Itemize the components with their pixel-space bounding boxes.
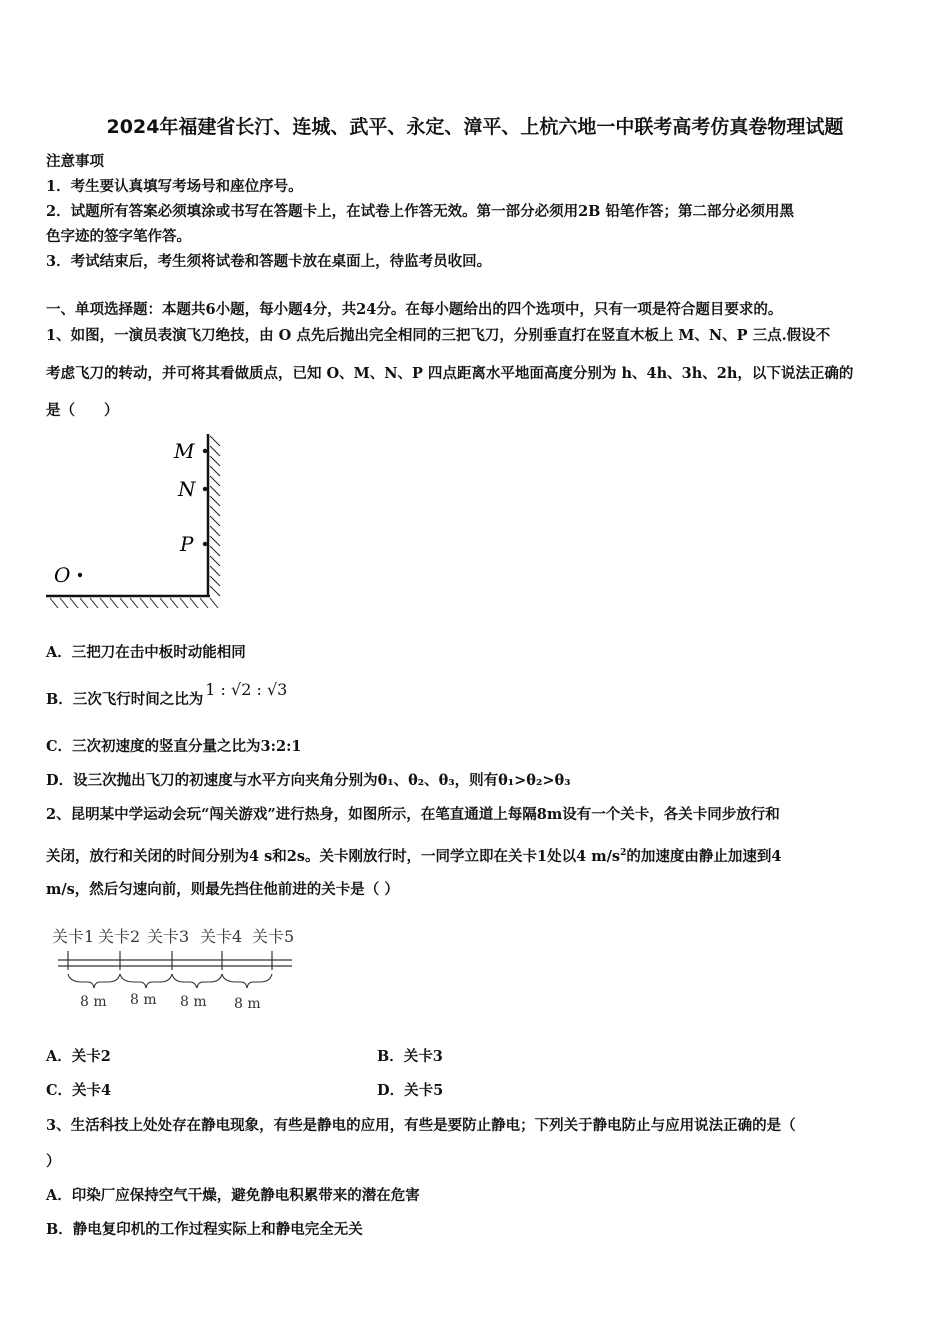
notice-item-2: 2．试题所有答案必须填涂或书写在答题卡上，在试卷上作答无效。第一部分必须用2B 铅笔作答；第二部分必须用黑 — [46, 203, 794, 220]
q1-option-b — [46, 680, 908, 710]
label-o: O — [54, 563, 71, 587]
gate-label-4: 关卡4 — [200, 927, 243, 946]
gate-label-2: 关卡2 — [98, 927, 141, 946]
q1-option-a: A．三把刀在击中板时动能相同 — [46, 644, 246, 661]
q1-option-b-ratio: 1 : √2 : √3 — [205, 680, 288, 699]
q1-line-3: 是（ ） — [46, 402, 119, 419]
q2-line-2-sup: 2 — [620, 848, 627, 858]
q1-option-b-text: B．三次飞行时间之比为 — [46, 691, 204, 708]
q1-option-d: D．设三次抛出飞刀的初速度与水平方向夹角分别为θ₁、θ₂、θ₃，则有θ₁>θ₂>θ₃ — [46, 772, 571, 789]
q2-option-c: C．关卡4 — [46, 1082, 112, 1099]
gate-label-5: 关卡5 — [252, 927, 295, 946]
wooden-board — [208, 434, 220, 596]
ground — [46, 596, 218, 608]
notice-item-3: 3．考试结束后，考生须将试卷和答题卡放在桌面上，待监考员收回。 — [46, 253, 492, 270]
point-p — [203, 542, 207, 546]
point-o — [78, 573, 82, 577]
q2-figure — [48, 920, 308, 1020]
q2-line-1: 2、昆明某中学运动会玩“闯关游戏”进行热身，如图所示，在笔直通道上每隔8m设有一个关卡，各关卡同步放行和 — [46, 806, 780, 823]
section-heading: 一、单项选择题：本题共6小题，每小题4分，共24分。在每小题给出的四个选项中，只有一项是符合题目要求的。 — [46, 301, 783, 318]
gate-label-3: 关卡3 — [147, 927, 190, 946]
q2-option-a: A．关卡2 — [46, 1048, 111, 1065]
spacing-label-4: 8 m — [234, 996, 261, 1012]
notice-item-1: 1．考生要认真填写考场号和座位序号。 — [46, 178, 303, 195]
exam-title: 2024年福建省长汀、连城、武平、永定、漳平、上杭六地一中联考高考仿真卷物理试题 — [106, 116, 844, 138]
passage-lines — [58, 951, 292, 970]
q3-option-a: A．印染厂应保持空气干燥，避免静电积累带来的潜在危害 — [46, 1187, 420, 1204]
q2-line-2 — [46, 843, 908, 867]
spacing-label-3: 8 m — [180, 994, 207, 1010]
q1-option-c: C．三次初速度的竖直分量之比为3:2:1 — [46, 738, 302, 755]
spacing-label-2: 8 m — [130, 992, 157, 1008]
point-n — [203, 487, 207, 491]
spacing-label-1: 8 m — [80, 994, 107, 1010]
label-n: N — [178, 477, 196, 501]
gate-label-1: 关卡1 — [52, 927, 95, 946]
q2-option-d: D．关卡5 — [377, 1082, 444, 1099]
q2-line-3: m/s，然后匀速向前，则最先挡住他前进的关卡是（ ） — [46, 881, 399, 898]
notice-item-2-cont: 色字迹的签字笔作答。 — [46, 228, 191, 245]
q1-line-1: 1、如图，一演员表演飞刀绝技，由 O 点先后抛出完全相同的三把飞刀，分别垂直打在竖直木板上 M、N、P 三点.假设不 — [46, 327, 831, 344]
point-m — [203, 449, 207, 453]
q2-line-2-pre: 关闭，放行和关闭的时间分别为4 s和2s。关卡刚放行时，一同学立即在关卡1处以4 m/s — [46, 847, 621, 865]
notice-heading: 注意事项 — [46, 153, 104, 170]
q3-line-1: 3、生活科技上处处存在静电现象，有些是静电的应用，有些是要防止静电；下列关于静电防止与应用说法正确的是（ — [46, 1117, 796, 1134]
q1-line-2: 考虑飞刀的转动，并可将其看做质点，已知 O、M、N、P 四点距离水平地面高度分别为 h、4h、3h、2h，以下说法正确的 — [46, 365, 854, 382]
label-p: P — [180, 532, 194, 556]
q2-line-2-post: 的加速度由静止加速到4 — [626, 847, 782, 865]
q3-line-2: ） — [46, 1153, 61, 1170]
q2-option-b: B．关卡3 — [377, 1048, 443, 1065]
q3-option-b: B．静电复印机的工作过程实际上和静电完全无关 — [46, 1221, 363, 1238]
q1-figure — [44, 426, 234, 616]
label-m: M — [174, 439, 195, 463]
spacing-braces — [68, 974, 272, 988]
